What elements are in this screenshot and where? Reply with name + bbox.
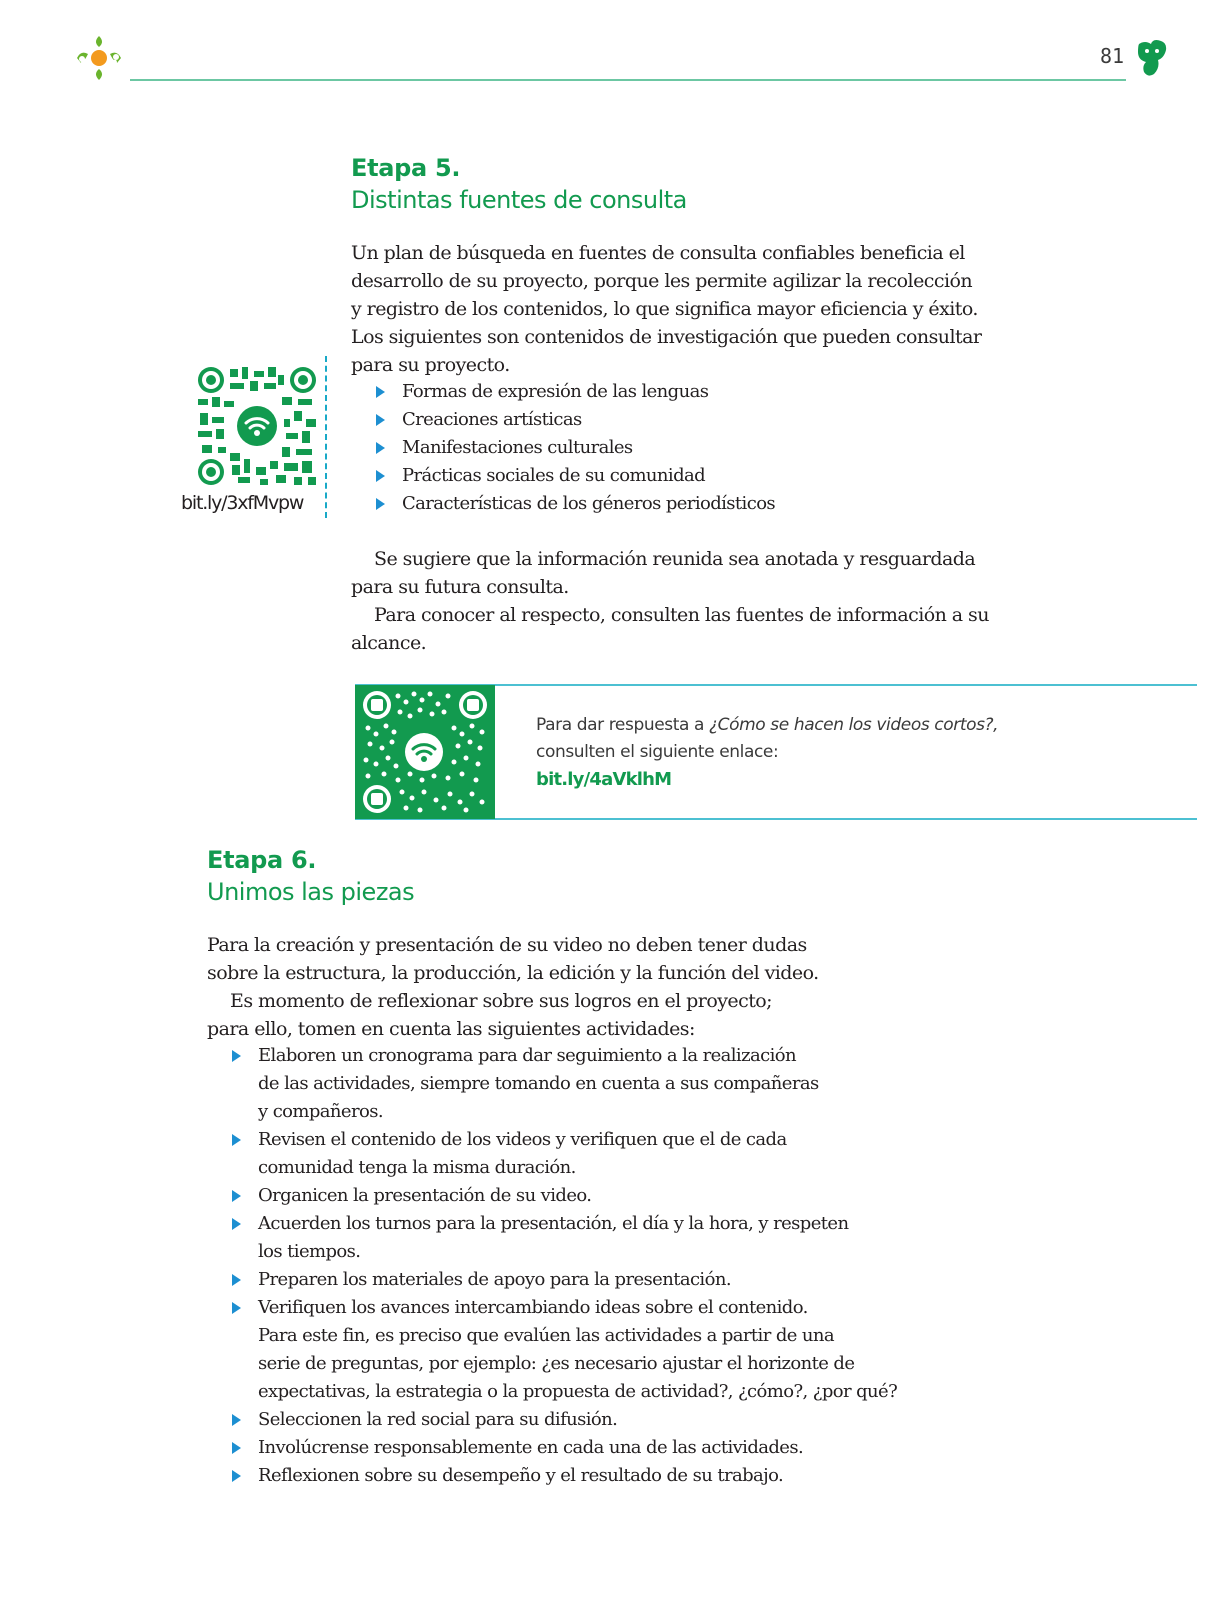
stage6-bullet-list (258, 1042, 897, 1490)
list-item (258, 1182, 897, 1210)
callout-question: ¿Cómo se hacen los videos cortos?, (709, 715, 999, 735)
callout-text: Para dar respuesta a (536, 715, 710, 735)
bullet-triangle-icon (232, 1414, 241, 1426)
callout-text: consulten el siguiente enlace: (536, 742, 779, 762)
stage6-title: Unimos las piezas (207, 878, 415, 906)
text-line: Es momento de reflexionar sobre sus logros en el proyecto; (230, 990, 773, 1012)
bullet-triangle-icon (376, 498, 385, 510)
text-line: Un plan de búsqueda en fuentes de consulta confiables beneficia el (351, 242, 965, 264)
list-item-text: serie de preguntas, por ejemplo: ¿es necesario ajustar el horizonte de (258, 1353, 855, 1374)
text-line: Los siguientes son contenidos de investigación que pueden consultar (351, 326, 982, 348)
list-item (402, 434, 775, 462)
list-item-text: comunidad tenga la misma duración. (258, 1157, 576, 1178)
list-item (258, 1434, 897, 1462)
bullet-triangle-icon (376, 442, 385, 454)
qr-code[interactable] (198, 367, 316, 485)
text-line: Para conocer al respecto, consulten las fuentes de información a su (374, 604, 989, 626)
bullet-triangle-icon (232, 1442, 241, 1454)
page-number: 81 (1100, 44, 1125, 68)
stage5-title: Distintas fuentes de consulta (351, 186, 687, 214)
list-item (402, 378, 775, 406)
list-item-text: los tiempos. (258, 1241, 361, 1262)
text-line: sobre la estructura, la producción, la edición y la función del video. (207, 962, 819, 984)
list-item-text: expectativas, la estrategia o la propuesta de actividad?, ¿cómo?, ¿por qué? (258, 1381, 898, 1402)
list-item-text: Manifestaciones culturales (402, 437, 633, 458)
list-item-text: Acuerden los turnos para la presentación, el día y la hora, y respeten (258, 1213, 849, 1234)
list-item-text: Organicen la presentación de su video. (258, 1185, 592, 1206)
qr-link-url[interactable]: bit.ly/3xfMvpw (181, 492, 304, 514)
text-line: alcance. (351, 632, 427, 654)
stage5-intro (351, 239, 981, 379)
list-item-text: Preparen los materiales de apoyo para la presentación. (258, 1269, 731, 1290)
list-item (402, 406, 775, 434)
corner-figure-icon (1135, 38, 1169, 78)
list-item-text: y compañeros. (258, 1101, 383, 1122)
stage5-number: Etapa 5. (351, 154, 461, 182)
bullet-triangle-icon (376, 470, 385, 482)
link-callout-text (536, 712, 998, 793)
bullet-triangle-icon (232, 1050, 241, 1062)
stage6-intro (207, 931, 819, 1043)
dashed-divider (325, 356, 327, 518)
list-item-text: Para este fin, es preciso que evalúen las actividades a partir de una (258, 1325, 835, 1346)
list-item-text: Elaboren un cronograma para dar seguimiento a la realización (258, 1045, 796, 1066)
list-item (402, 462, 775, 490)
bullet-triangle-icon (232, 1302, 241, 1314)
list-item (258, 1294, 897, 1406)
text-line: para su futura consulta. (351, 576, 569, 598)
list-item-text: Involúcrense responsablemente en cada una de las actividades. (258, 1437, 804, 1458)
bullet-triangle-icon (376, 414, 385, 426)
text-line: Se sugiere que la información reunida sea anotada y resguardada (374, 548, 976, 570)
text-line: para ello, tomen en cuenta las siguientes actividades: (207, 1018, 695, 1040)
list-item (258, 1126, 897, 1182)
list-item-text: Prácticas sociales de su comunidad (402, 465, 706, 486)
text-line: para su proyecto. (351, 354, 510, 376)
list-item (258, 1406, 897, 1434)
list-item-text: de las actividades, siempre tomando en cuenta a sus compañeras (258, 1073, 819, 1094)
list-item-text: Formas de expresión de las lenguas (402, 381, 709, 402)
book-logo-icon (72, 32, 126, 84)
list-item (258, 1042, 897, 1126)
list-item-text: Revisen el contenido de los videos y verifiquen que el de cada (258, 1129, 787, 1150)
stage6-number: Etapa 6. (207, 846, 317, 874)
list-item-text: Verifiquen los avances intercambiando ideas sobre el contenido. (258, 1297, 808, 1318)
bullet-triangle-icon (232, 1470, 241, 1482)
bullet-triangle-icon (232, 1218, 241, 1230)
stage5-bullet-list (402, 378, 775, 518)
list-item (258, 1210, 897, 1266)
qr-code[interactable] (362, 690, 488, 814)
stage5-closing (351, 545, 989, 657)
text-line: desarrollo de su proyecto, porque les permite agilizar la recolección (351, 270, 973, 292)
bullet-triangle-icon (232, 1190, 241, 1202)
list-item-text: Creaciones artísticas (402, 409, 582, 430)
list-item (402, 490, 775, 518)
list-item (258, 1462, 897, 1490)
link-callout-line (536, 712, 998, 739)
list-item (258, 1266, 897, 1294)
header-rule (130, 79, 1126, 81)
bullet-triangle-icon (232, 1274, 241, 1286)
bullet-triangle-icon (376, 386, 385, 398)
list-item-text: Seleccionen la red social para su difusión. (258, 1409, 618, 1430)
list-item-text: Reflexionen sobre su desempeño y el resultado de su trabajo. (258, 1465, 784, 1486)
bullet-triangle-icon (232, 1134, 241, 1146)
link-url[interactable]: bit.ly/4aVklhM (536, 769, 672, 790)
text-line: y registro de los contenidos, lo que significa mayor eficiencia y éxito. (351, 298, 978, 320)
text-line: Para la creación y presentación de su video no deben tener dudas (207, 934, 807, 956)
list-item-text: Características de los géneros periodísticos (402, 493, 776, 514)
